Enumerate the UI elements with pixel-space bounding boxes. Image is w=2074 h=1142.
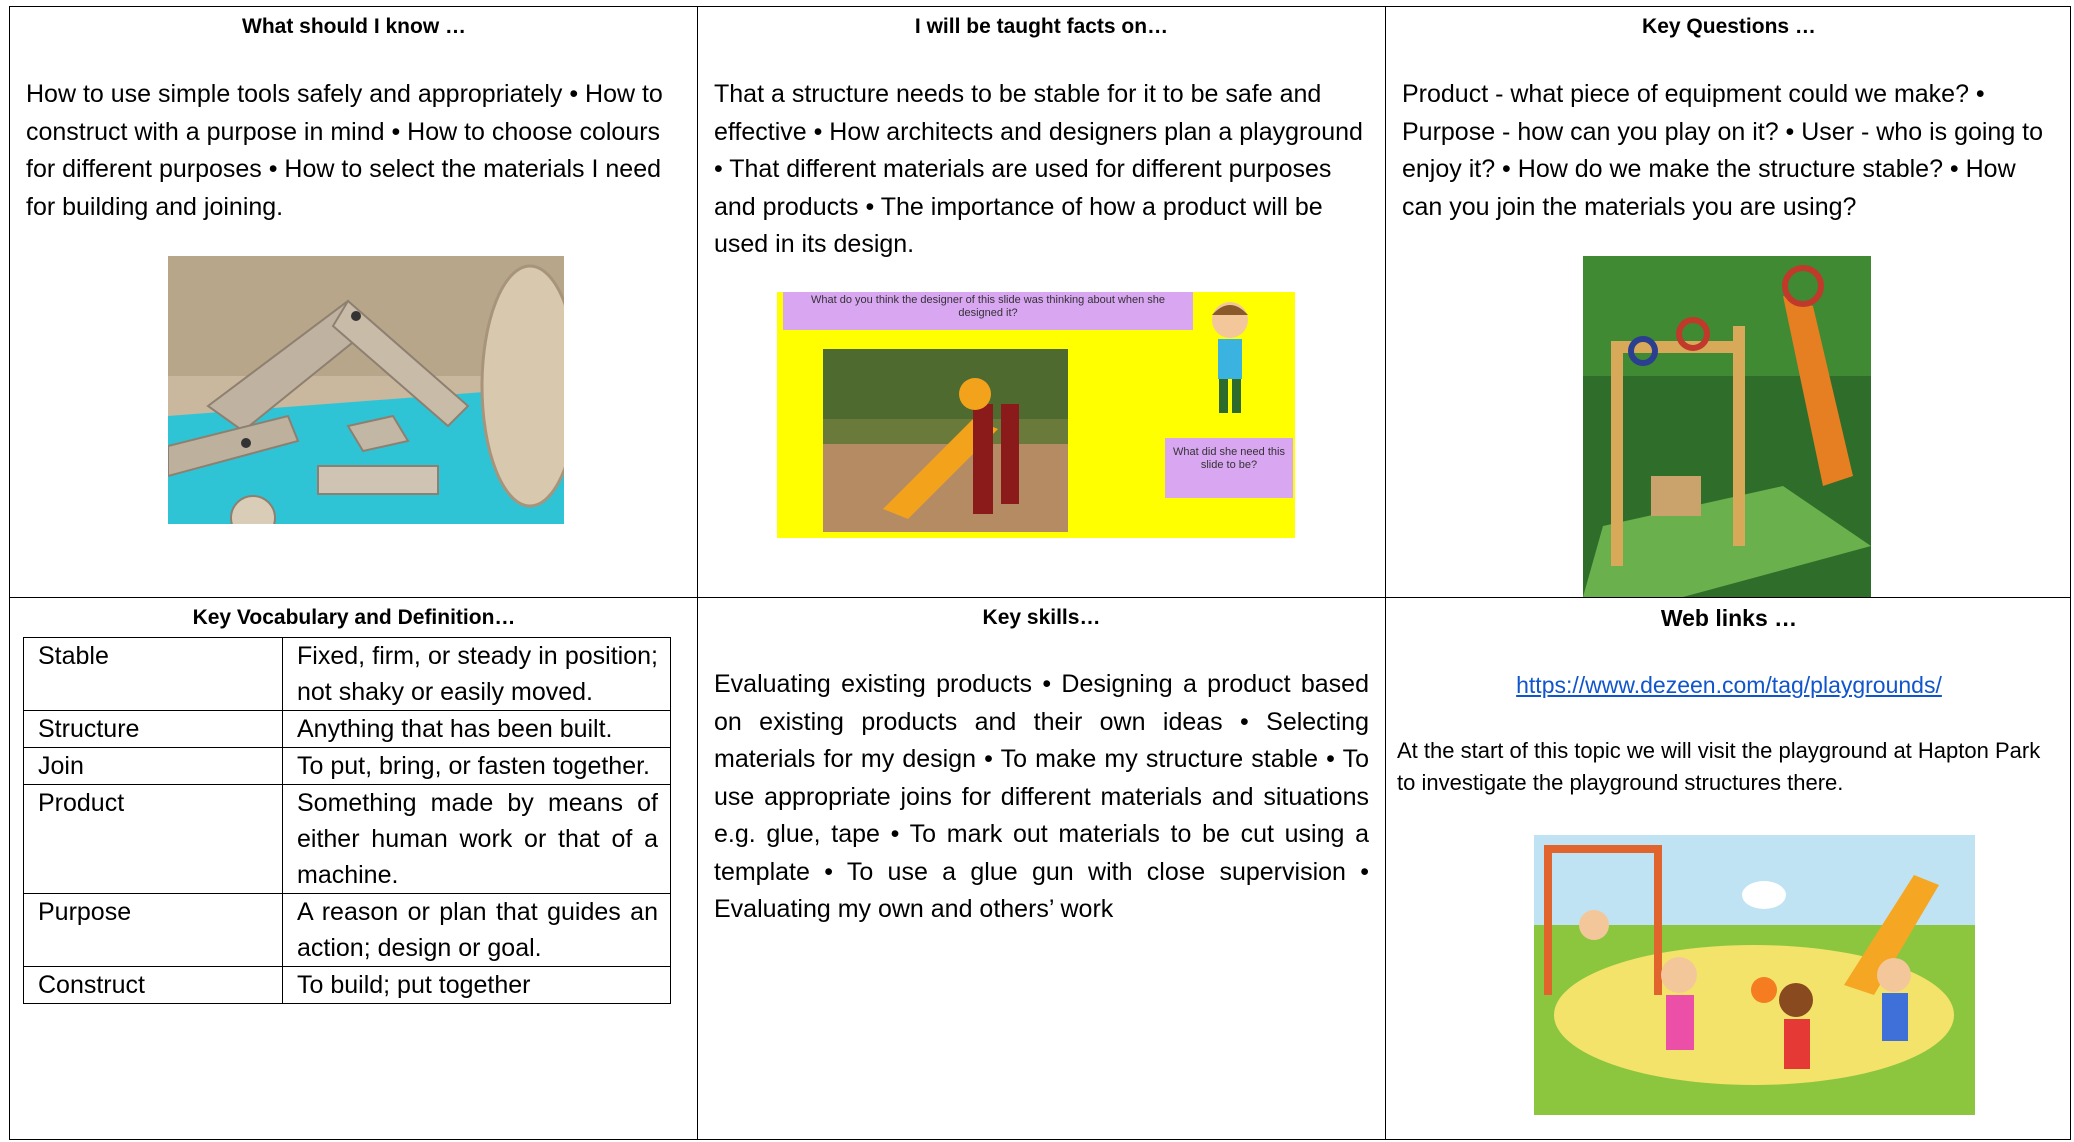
model-swing-and-seesaw-photo [1583, 256, 1871, 597]
vocab-term: Stable [24, 638, 283, 711]
visit-note: At the start of this topic we will visit the playground at Hapton Park to investigate the playground structures there. [1397, 738, 2041, 795]
table-row [24, 785, 671, 894]
cell-body: How to use simple tools safely and appropriately • How to construct with a purpose in mind • How to choose colours for different purposes • How to select the materials I need for building and joining. [26, 80, 663, 221]
cell-title: Key Questions … [1642, 15, 1816, 38]
speech-bubble-question: What do you think the designer of this slide was thinking about when she designed it? [783, 292, 1193, 330]
cartoon-boy [1202, 295, 1257, 425]
vocab-term: Structure [24, 711, 283, 748]
table-row [24, 894, 671, 967]
vocab-definition: To put, bring, or fasten together. [283, 748, 671, 785]
table-row [24, 638, 671, 711]
playgrounds-link[interactable]: https://www.dezeen.com/tag/playgrounds/ [1516, 672, 1942, 698]
cell-web-links [1386, 598, 2072, 1141]
vocab-definition: To build; put together [283, 967, 671, 1004]
cell-what-should-i-know [10, 7, 698, 597]
vocab-definition: Anything that has been built. [283, 711, 671, 748]
cell-title: I will be taught facts on… [914, 15, 1169, 38]
slide-photo [823, 349, 1068, 532]
vocabulary-table [23, 637, 671, 1004]
table-row [24, 748, 671, 785]
playground-slide-worksheet-image [777, 292, 1295, 538]
vocab-term: Construct [24, 967, 283, 1004]
vocab-term: Product [24, 785, 283, 894]
knowledge-organiser-grid [9, 6, 2071, 1140]
table-row [24, 967, 671, 1004]
cell-key-questions [1386, 7, 2072, 597]
cell-body: That a structure needs to be stable for it to be safe and effective • How architects and designers plan a playground • That different materials are used for different purposes and products • The importance of how a product will be used in its design. [714, 80, 1363, 258]
speech-bubble-need: What did she need this slide to be? [1165, 438, 1293, 498]
cell-taught-facts [698, 7, 1385, 597]
children-playground-cartoon [1534, 835, 1975, 1115]
cell-title: What should I know … [242, 15, 466, 38]
vocab-term: Purpose [24, 894, 283, 967]
cardboard-joins-photo [168, 256, 564, 524]
cell-title: Web links … [1660, 605, 1798, 631]
vocab-definition: A reason or plan that guides an action; design or goal. [283, 894, 671, 967]
cell-key-skills [698, 598, 1385, 1141]
cell-body: Product - what piece of equipment could we make? • Purpose - how can you play on it? • User - who is going to enjoy it? • How do we make the structure stable? • How can you join the materials you are using? [1402, 80, 2044, 221]
vocab-term: Join [24, 748, 283, 785]
vocab-definition: Fixed, firm, or steady in position; not shaky or easily moved. [283, 638, 671, 711]
vocab-definition: Something made by means of either human work or that of a machine. [283, 785, 671, 894]
cell-title: Key Vocabulary and Definition… [192, 606, 516, 629]
cell-key-vocabulary [10, 598, 698, 1141]
cell-body: Evaluating existing products • Designing a product based on existing products and their own ideas • Selecting materials for my design • To make my structure stable • To use appropriate joins for different materials and situations e.g. glue, tape • To mark out materials to be cut using a template • To use a glue gun with close supervision • Evaluating my own and others’ work [714, 670, 1369, 923]
cell-title: Key skills… [982, 606, 1101, 629]
table-row [24, 711, 671, 748]
